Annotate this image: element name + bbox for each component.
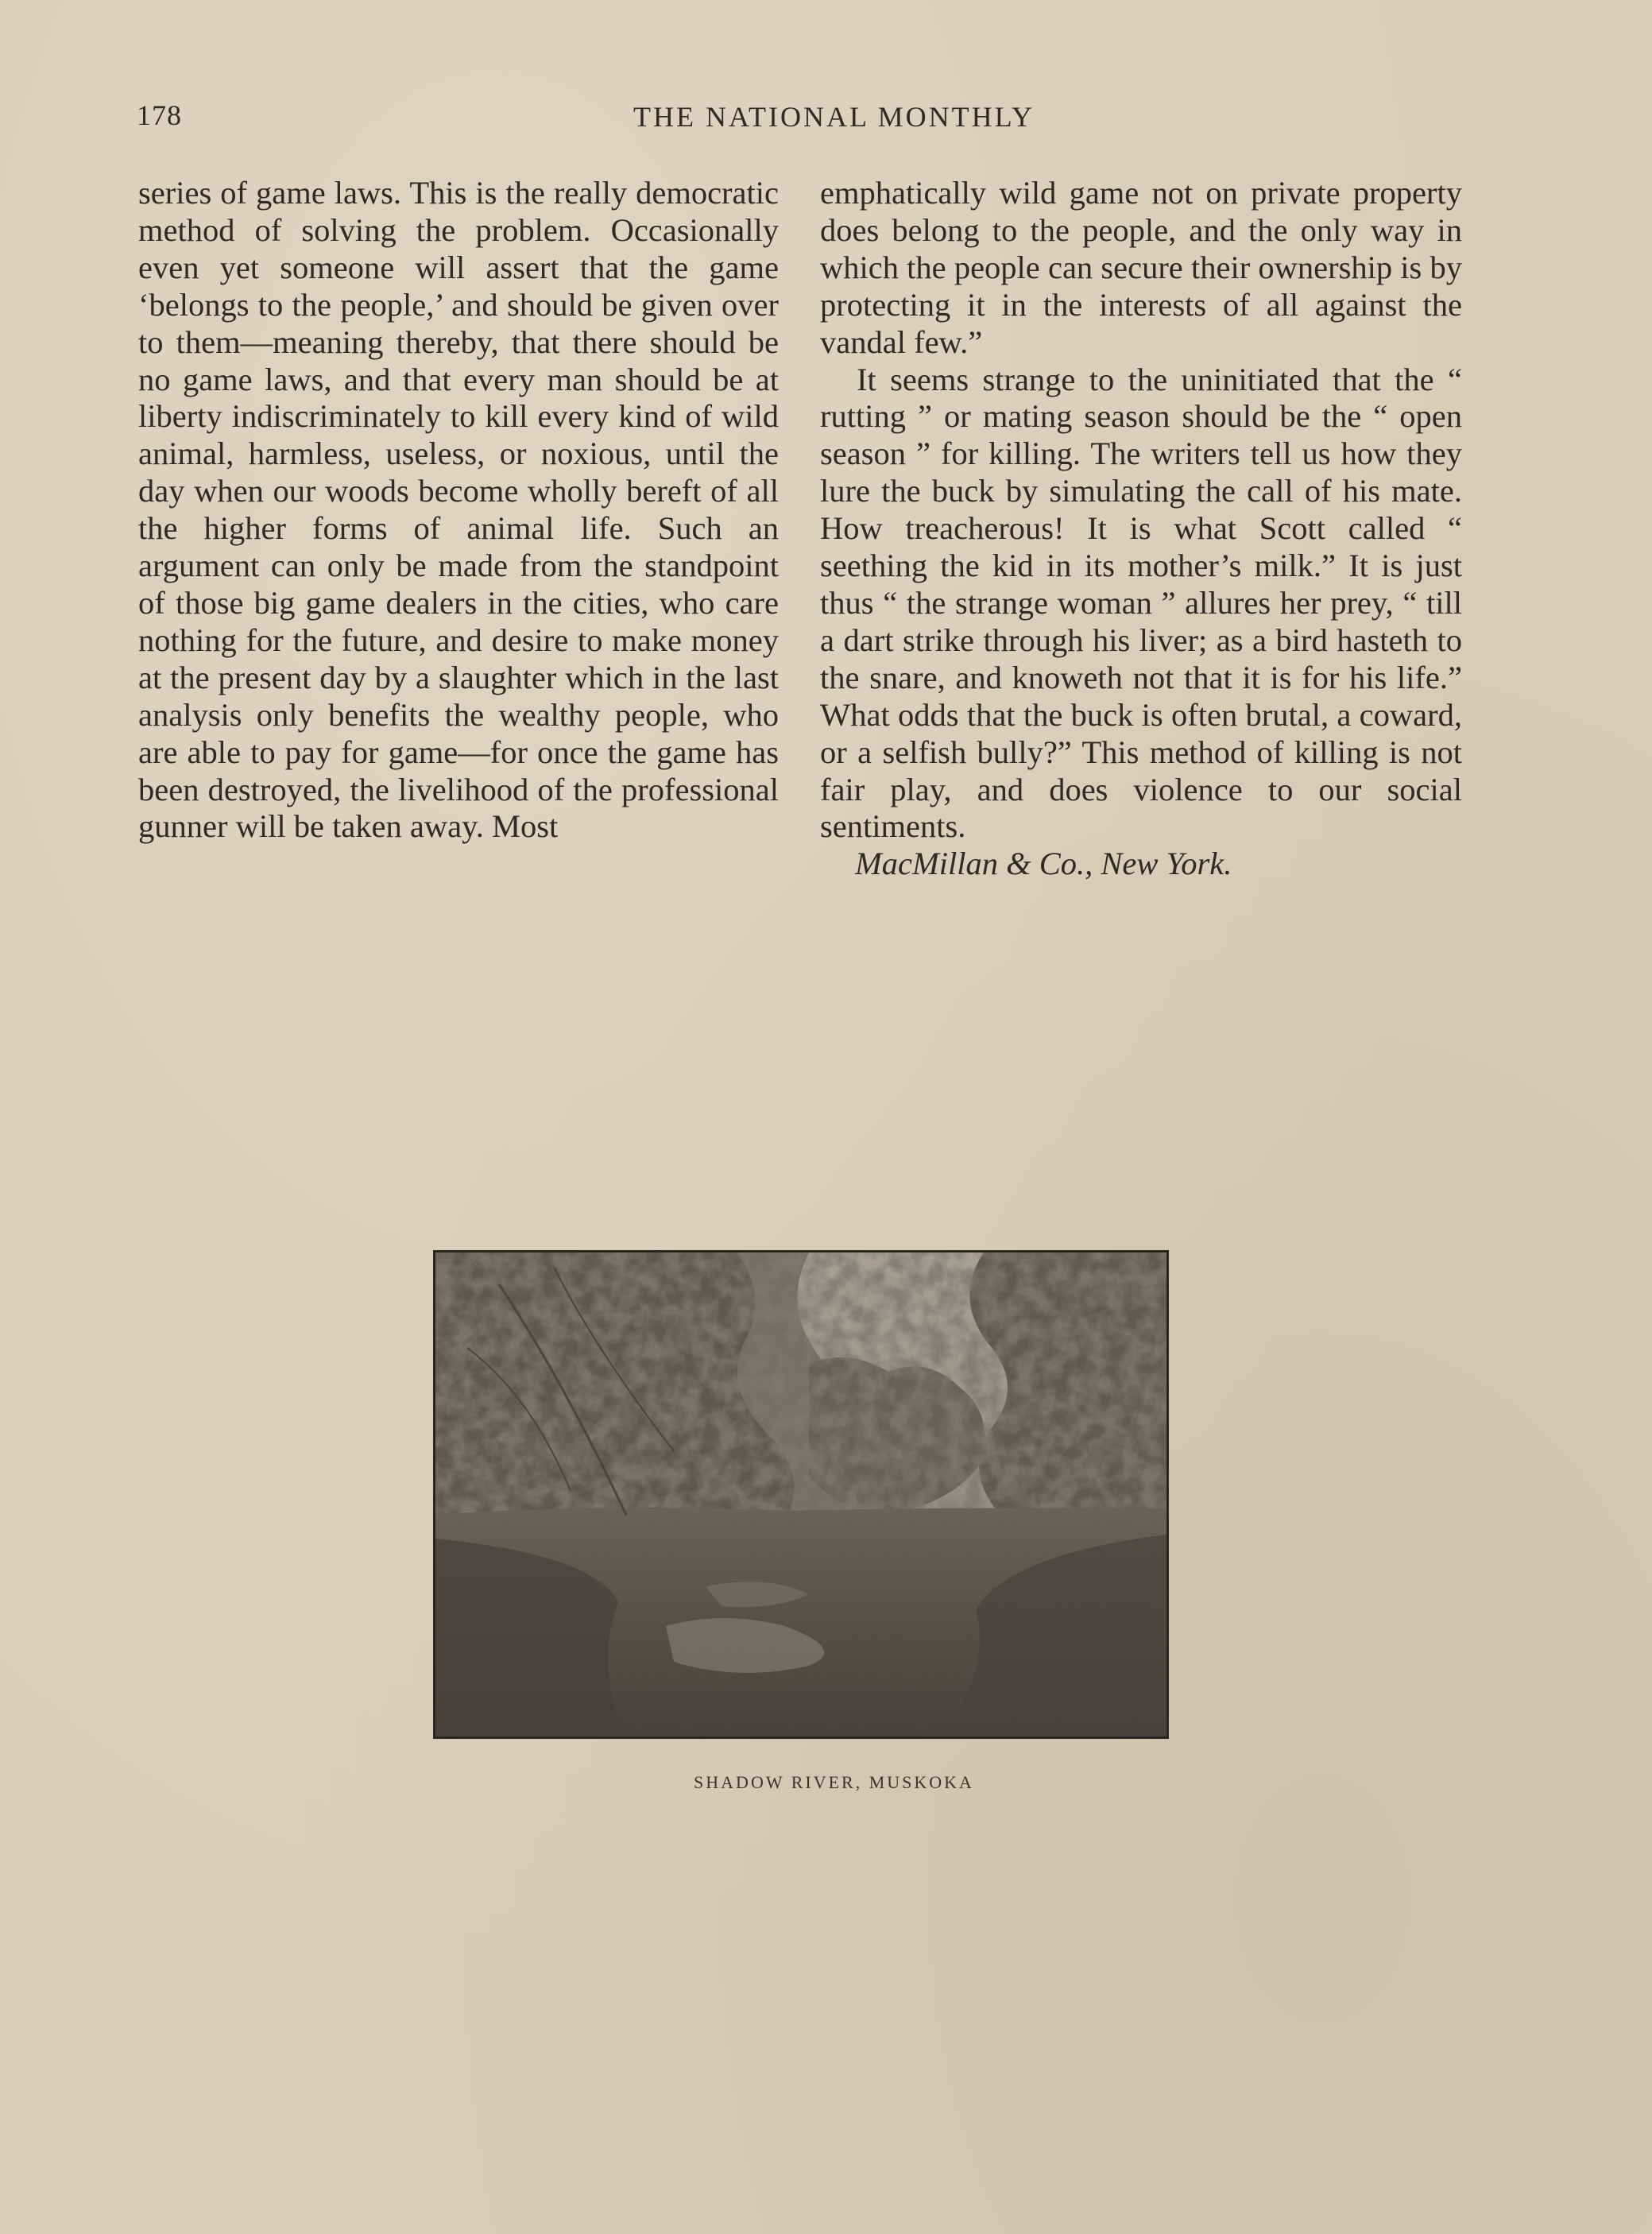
right-paragraph-2: It seems strange to the uninitiated that the “ rutting ” or mating season should be the “ open season ” for killing. The writers tell us how they lure the buck by simulating the call of his mate. How treacherous! It is what Scott called “ seething the kid in its mother’s milk.” It is just thus “ the strange woman ” allures her prey, “ till a dart strike through his liver; as a bird hasteth to the snare, and knoweth not that it is for his life.” What odds that the buck is often brutal, a coward, or a selfish bully?” This method of killing is not fair play, and does violence to our social sentiments.	[820, 361, 1462, 845]
left-paragraph: series of game laws. This is the really democratic method of solving the problem. Occasionally even yet someone will assert that the game ‘belongs to the people,’ and should be given over to them—meaning thereby, that there should be no game laws, and that every man should be at liberty indiscriminately to kill every kind of wild animal, harmless, useless, or noxious, until the day when our woods become wholly bereft of all the higher forms of animal life. Such an argument can only be made from the standpoint of those big game dealers in the cities, who care nothing for the future, and desire to make money at the present day by a slaughter which in the last analysis only benefits the wealthy people, who are able to pay for game—for once the game has been destroyed, the livelihood of the professional gunner will be taken away. Most	[138, 175, 779, 845]
river-photograph-image	[435, 1253, 1166, 1736]
illustration-caption: SHADOW RIVER, MUSKOKA	[694, 1772, 974, 1792]
publisher-signature: MacMillan & Co., New York.	[855, 846, 1232, 882]
page-number: 178	[137, 99, 182, 131]
left-column	[138, 175, 779, 846]
running-title: THE NATIONAL MONTHLY	[633, 101, 1035, 133]
right-column	[820, 175, 1462, 883]
right-paragraph-1: emphatically wild game not on private property does belong to the people, and the only way in which the people can secure their ownership is by protecting it in the interests of all against the vandal few.”	[820, 175, 1462, 360]
river-photograph	[433, 1250, 1169, 1739]
